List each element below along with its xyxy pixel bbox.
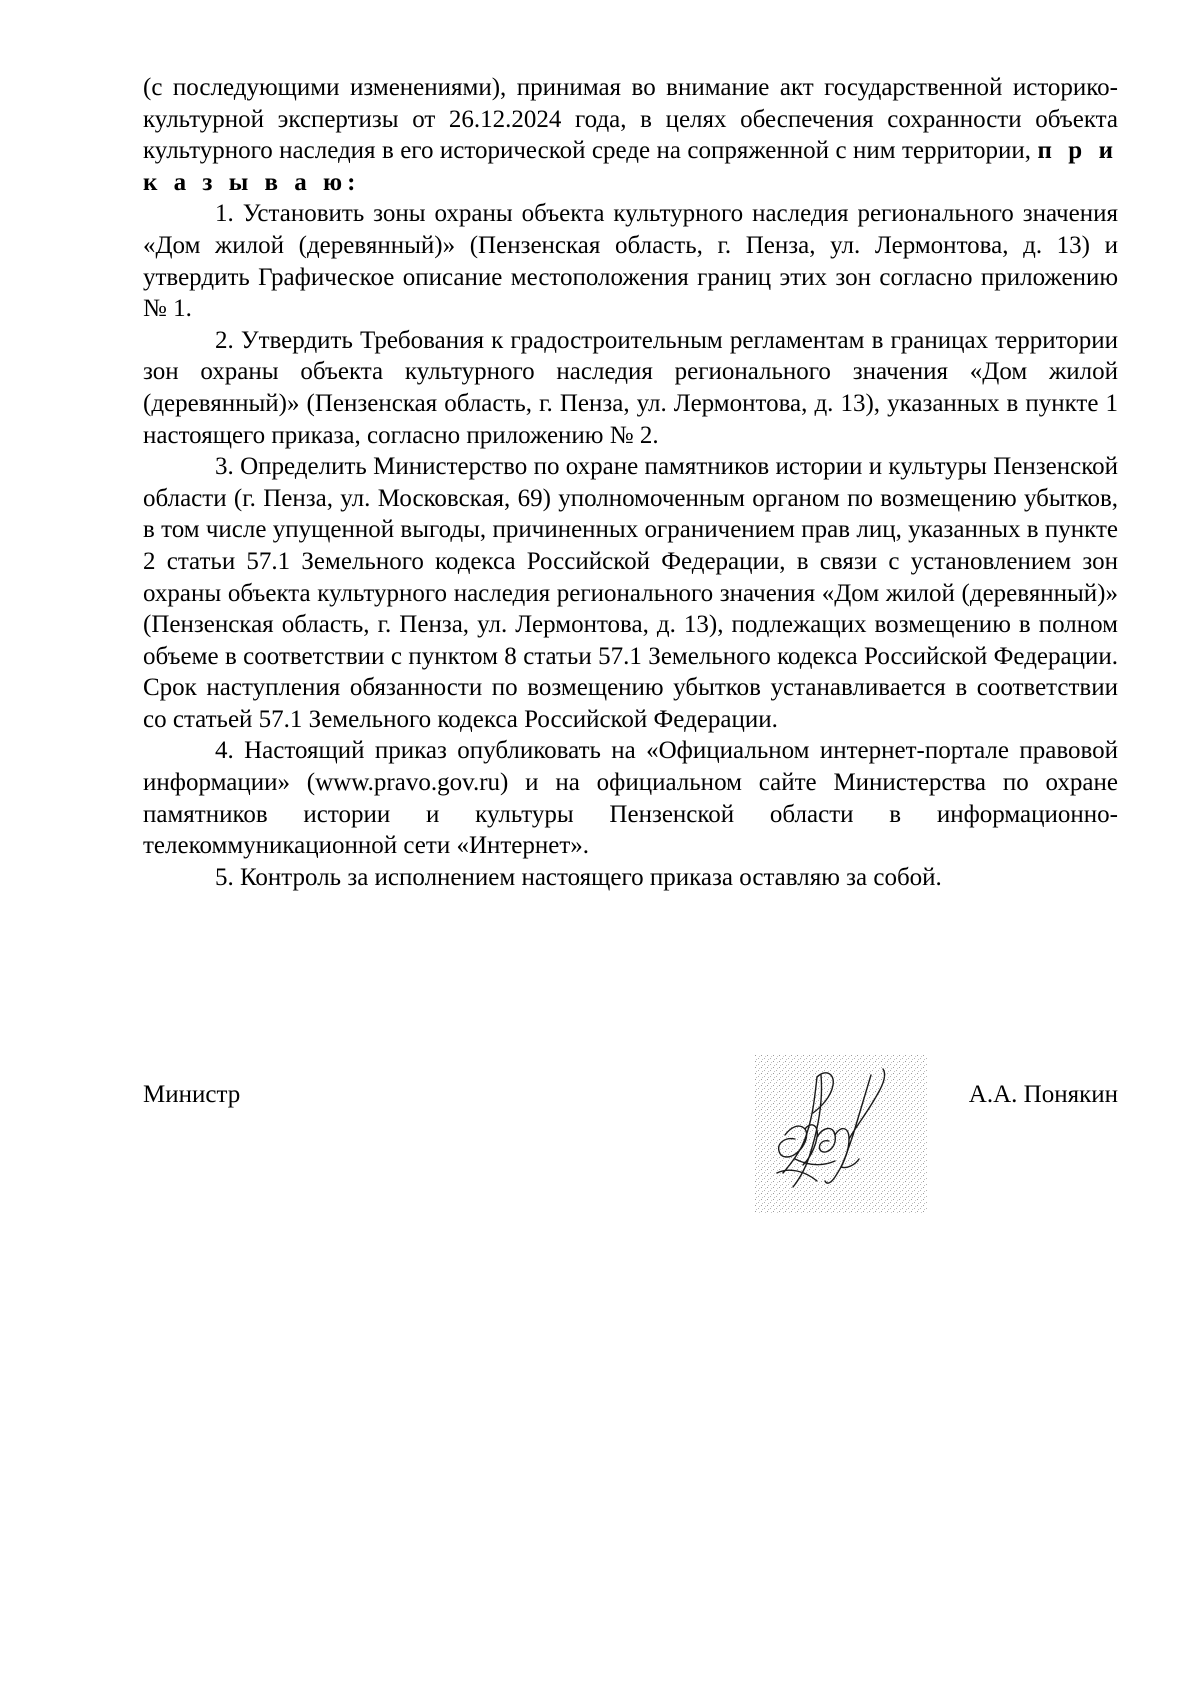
order-item-1: 1. Установить зоны охраны объекта культурного наследия регионального значения «Дом жилой (деревянный)» (Пензенская область, г. Пенза, ул. Лермонтова, д. 13) и утвердить Графическое описание местоположения границ этих зон согласно приложению № 1. — [143, 200, 1118, 323]
order-body — [143, 72, 1118, 893]
order-word: п р и к а з ы в а ю: — [143, 137, 1119, 196]
order-item-2: 2. Утвердить Требования к градостроительным регламентам в границах территории зон охраны объекта культурного наследия регионального значения «Дом жилой (деревянный)» (Пензенская область, г. Пенза, ул. Лермонтова, д. 13), указанных в пункте 1 настоящего приказа, согласно приложению № 2. — [143, 326, 1118, 449]
intro-paragraph — [143, 72, 1118, 198]
order-item-4: 4. Настоящий приказ опубликовать на «Официальном интернет-портале правовой информации» (www.pravo.gov.ru) и на официальном сайте Министерства по охране памятников истории и культуры Пензенской области в информационно-телекоммуникационной сети «Интернет». — [143, 737, 1118, 860]
order-item-3: 3. Определить Министерство по охране памятников истории и культуры Пензенской области (г. Пенза, ул. Московская, 69) уполномоченным органом по возмещению убытков, в том числе упущенной выгоды, причиненных ограничением прав лиц, указанных в пункте 2 статьи 57.1 Земельного кодекса Российской Федерации, в связи с установлением зон охраны объекта культурного наследия регионального значения «Дом жилой (деревянный)» (Пензенская область, г. Пенза, ул. Лермонтова, д. 13), подлежащих возмещению в полном объеме в соответствии с пунктом 8 статьи 57.1 Земельного кодекса Российской Федерации. Срок наступления обязанности по возмещению убытков устанавливается в соответствии со статьей 57.1 Земельного кодекса Российской Федерации. — [143, 453, 1118, 733]
signatory-name: А.А. Понякин — [968, 1081, 1118, 1108]
signature-block — [143, 1055, 1118, 1215]
signatory-title: Министр — [143, 1081, 241, 1108]
handwritten-signature — [755, 1055, 927, 1213]
intro-text: (с последующими изменениями), принимая во внимание акт государственной историко-культурной экспертизы от 26.12.2024 года, в целях обеспечения сохранности объекта культурного наследия в его исторической среде на сопряженной с ним территории, — [143, 74, 1118, 165]
order-item-5: 5. Контроль за исполнением настоящего приказа оставляю за собой. — [215, 863, 942, 891]
